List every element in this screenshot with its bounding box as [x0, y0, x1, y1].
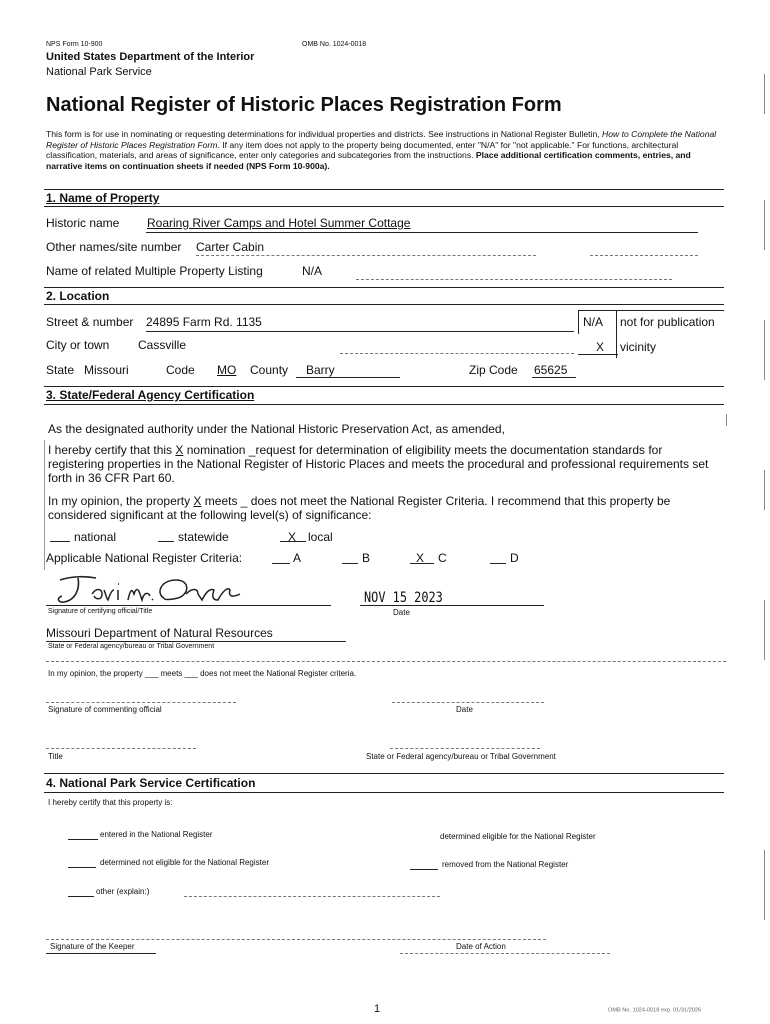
field-underline [340, 353, 574, 354]
certifying-agency[interactable]: Missouri Department of Natural Resources [46, 626, 273, 640]
intro-text-bold: Place additional certification comments, entries, and narrative items on continuation sheets if needed (NPS Form 10-900a). [46, 150, 691, 171]
explain-line[interactable] [184, 896, 440, 897]
scan-mark [764, 74, 765, 114]
criterion-c-mark[interactable]: X [416, 551, 425, 565]
opinion-statement [48, 494, 718, 522]
field-underline [146, 331, 574, 332]
certify-statement [48, 443, 718, 485]
checkbox-line[interactable] [158, 541, 174, 542]
field-underline [46, 641, 346, 642]
divider [44, 304, 724, 305]
other-names-field[interactable]: Carter Cabin [196, 240, 265, 254]
mpl-field[interactable]: N/A [302, 264, 323, 278]
agency: National Park Service [46, 66, 152, 78]
date-2-label: Date [456, 705, 473, 714]
state-label: State [46, 363, 75, 377]
checkbox-line [410, 563, 434, 564]
level-local-mark[interactable]: X [288, 530, 297, 544]
scan-mark [764, 600, 765, 660]
divider [44, 386, 724, 387]
removed-option: removed from the National Register [442, 860, 569, 869]
signature-line [46, 939, 546, 940]
certify-mark[interactable]: X [175, 443, 184, 457]
checkbox-line[interactable] [50, 541, 70, 542]
agency-label: State or Federal agency/bureau or Tribal Government [48, 643, 215, 650]
section-3-heading: 3. State/Federal Agency Certification [46, 388, 255, 402]
checkbox-line[interactable] [410, 869, 438, 870]
divider [44, 287, 724, 288]
intro-bulletin: How to Complete the National Register of Historic Places Registration Form. [46, 129, 717, 150]
zip-field[interactable]: 65625 [534, 363, 568, 377]
scan-mark [764, 320, 765, 380]
page-title: National Register of Historic Places Registration Form [46, 94, 562, 116]
signature-line [46, 605, 331, 606]
section-4-heading: 4. National Park Service Certification [46, 776, 256, 790]
level-statewide: statewide [178, 530, 229, 544]
divider [46, 661, 726, 662]
county-field[interactable]: Barry [306, 363, 335, 377]
code-label: Code [166, 363, 195, 377]
intro-text-2: If any item does not apply to the property being documented, enter "N/A" for "not applicable." For functions, architectural classification, materials, and areas of significance, enter only categories and subcategories from the instructions. [46, 139, 679, 160]
title-line [46, 748, 196, 749]
zip-label: Zip Code [469, 363, 518, 377]
signature-line [46, 702, 236, 703]
field-underline [356, 279, 672, 280]
not-eligible-option: determined not eligible for the National Register [100, 858, 269, 867]
scan-mark [764, 470, 765, 510]
scan-mark [726, 414, 727, 426]
checkbox-line[interactable] [68, 867, 96, 868]
divider [44, 792, 724, 793]
keeper-label: Signature of the Keeper [50, 942, 135, 951]
nps-intro: I hereby certify that this property is: [48, 798, 173, 807]
checkbox-line[interactable] [68, 839, 98, 840]
divider [44, 206, 724, 207]
opinion-2: In my opinion, the property ___ meets ___ does not meet the National Register criteria. [48, 669, 357, 678]
nfp-value[interactable]: N/A [583, 315, 604, 329]
criterion-b: B [362, 551, 371, 565]
checkbox-line[interactable] [342, 563, 358, 564]
signature-underline [46, 953, 156, 954]
checkbox-line [280, 541, 306, 542]
authority-statement: As the designated authority under the National Historic Preservation Act, as amended, [48, 422, 505, 436]
date-label: Date [393, 608, 410, 617]
agency-2-label: State or Federal agency/bureau or Tribal Government [366, 752, 556, 761]
vicinity-value[interactable]: X [596, 340, 605, 354]
divider [44, 404, 724, 405]
box-border [616, 310, 617, 358]
historic-name-label: Historic name [46, 216, 120, 230]
criterion-d: D [510, 551, 519, 565]
date-line [392, 702, 544, 703]
divider [44, 773, 724, 774]
entered-option: entered in the National Register [100, 830, 213, 839]
opinion-text: In my opinion, the property [48, 494, 194, 508]
other-names-label: Other names/site number [46, 240, 182, 254]
box-border [578, 310, 724, 311]
county-label: County [250, 363, 289, 377]
certify-text: I hereby certify that this [48, 443, 176, 457]
criterion-c: C [438, 551, 447, 565]
form-version: OMB No. 1024-0018 exp. 01/31/2026 [608, 1007, 702, 1014]
page-number: 1 [374, 1003, 381, 1015]
street-field[interactable]: 24895 Farm Rd. 1135 [146, 315, 262, 329]
criterion-a: A [293, 551, 302, 565]
field-underline [578, 354, 618, 355]
field-underline [296, 377, 400, 378]
box-border [578, 310, 579, 334]
scan-mark [764, 200, 765, 250]
form-number: NPS Form 10-900 [46, 41, 103, 48]
agency-line [390, 748, 540, 749]
divider [44, 189, 724, 190]
checkbox-line[interactable] [272, 563, 290, 564]
nfp-label: not for publication [620, 315, 715, 329]
mpl-label: Name of related Multiple Property Listing [46, 264, 263, 278]
section-1-heading: 1. Name of Property [46, 191, 160, 205]
date-underline [400, 953, 610, 954]
field-underline [196, 255, 536, 256]
historic-name-field[interactable]: Roaring River Camps and Hotel Summer Cottage [147, 216, 411, 230]
intro-text: This form is for use in nominating or requesting determinations for individual properties and districts. See instructions in National Register Bulletin, [46, 129, 602, 139]
street-label: Street & number [46, 315, 134, 329]
signed-date[interactable]: NOV 15 2023 [364, 590, 443, 606]
determined-eligible-option: determined eligible for the National Register [440, 832, 596, 841]
signature-label: Signature of certifying official/Title [48, 608, 153, 615]
opinion-mark[interactable]: X [193, 494, 202, 508]
city-field[interactable]: Cassville [138, 338, 187, 352]
city-label: City or town [46, 338, 110, 352]
code-field[interactable]: MO [217, 363, 237, 377]
section-2-heading: 2. Location [46, 289, 110, 303]
field-underline [146, 232, 698, 233]
level-local: local [308, 530, 333, 544]
date-line [360, 605, 544, 606]
intro-instructions [46, 129, 726, 171]
certify-text-2: nomination _request for determination of eligibility meets the documentation standards for registering properties in the National Register of Historic Places and meets the procedural and professional requirements set forth in 36 CFR Part 60. [48, 443, 709, 485]
field-underline [532, 377, 576, 378]
commenting-label: Signature of commenting official [48, 705, 162, 714]
omb-number: OMB No. 1024-0018 [302, 41, 367, 48]
scan-mark [764, 850, 765, 920]
box-border [44, 440, 45, 570]
criteria-label: Applicable National Register Criteria: [46, 551, 243, 565]
vicinity-label: vicinity [620, 340, 657, 354]
checkbox-line[interactable] [68, 896, 94, 897]
opinion-text-2: meets _ does not meet the National Register Criteria. I recommend that this property be considered significant at the following level(s) of significance: [48, 494, 671, 522]
department: United States Department of the Interior [46, 51, 255, 63]
action-date-label: Date of Action [456, 942, 506, 951]
state-field[interactable]: Missouri [84, 363, 129, 377]
field-underline [590, 255, 698, 256]
other-option: other (explain:) [96, 887, 150, 896]
checkbox-line[interactable] [490, 563, 506, 564]
title-label: Title [48, 752, 63, 761]
level-national: national [74, 530, 117, 544]
